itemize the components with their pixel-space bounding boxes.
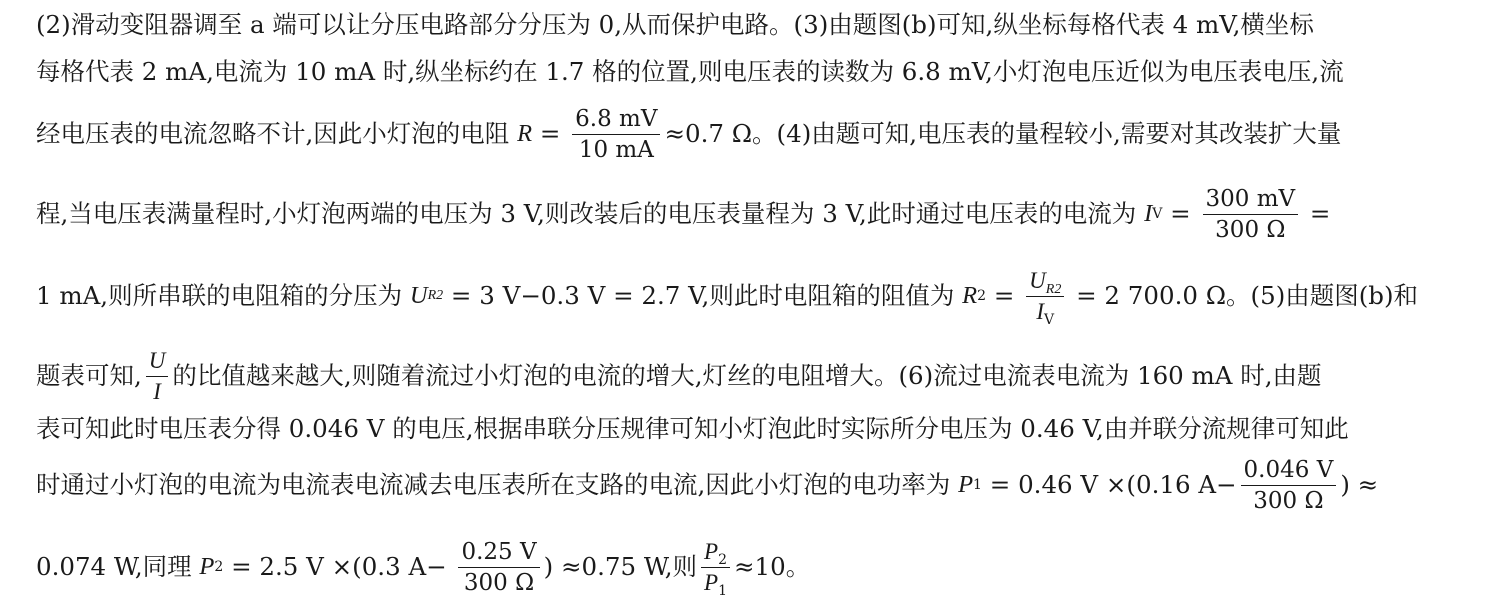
resistor-symbol: R <box>962 282 978 309</box>
fraction-numerator <box>701 538 730 568</box>
line-9-text-a: 0.074 W,同理 <box>36 552 200 581</box>
paragraph-line-7 <box>36 414 1477 444</box>
line-9-text-b: = 2.5 V ×(0.3 A− <box>223 552 455 581</box>
power-symbol: P <box>199 553 215 580</box>
line-3-text-a: 经电压表的电流忽略不计,因此小灯泡的电阻 <box>36 119 518 148</box>
fraction-numerator: 0.046 V <box>1241 456 1337 486</box>
line-9-text-d: ≈10。 <box>734 552 811 581</box>
current-correction-fraction <box>458 538 539 597</box>
power-ratio-fraction <box>701 538 730 597</box>
line-4-text-b: = <box>1302 199 1331 228</box>
fraction-numerator <box>1026 267 1064 297</box>
line-4-text-a: 程,当电压表满量程时,小灯泡两端的电压为 3 V,则改装后的电压表量程为 3 V,此时通过电压表的电流为 <box>36 199 1145 228</box>
paragraph-line-4: 程,当电压表满量程时,小灯泡两端的电压为 3 V,则改装后的电压表量程为 3 V,此时通过电压表的电流为 I V = $\frac{300 mV}{300 \Omega}$ = <box>36 185 1331 243</box>
line-5-text-b: = 3 V−0.3 V = 2.7 V,则此时电阻箱的阻值为 <box>443 281 963 310</box>
fraction-denominator: 10 mA <box>578 136 654 163</box>
line-8-text-b: = 0.46 V ×(0.16 A− <box>981 470 1237 499</box>
numerator-symbol: U <box>1029 267 1046 293</box>
numerator-symbol: P <box>704 538 719 564</box>
fraction-denominator: I <box>153 378 161 404</box>
paragraph-line-1 <box>36 10 1477 40</box>
fraction-denominator: 300 Ω <box>1253 487 1324 514</box>
equals-sign: = <box>986 281 1023 310</box>
fraction-denominator: 300 Ω <box>1215 216 1286 243</box>
line-3-text-b: ≈0.7 Ω。(4)由题可知,电压表的量程较小,需要对其改装扩大量 <box>664 119 1342 148</box>
power-symbol: P <box>958 471 974 498</box>
resistor-fraction <box>1026 267 1064 326</box>
line-7-text: 表可知此时电压表分得 0.046 V 的电压,根据串联分压规律可知小灯泡此时实际所分电压为 0.46 V,由并联分流规律可知此 <box>36 414 1349 443</box>
paragraph-line-5: 1 mA,则所串联的电阻箱的分压为 U R2 = 3 V−0.3 V = 2.7 V,则此时电阻箱的阻值为 R 2 = $\frac{U_{R2}}{I_V}$ = 2 700.0 Ω。(5)由题图(b)和 <box>36 267 1419 328</box>
line-8-text-a: 时通过小灯泡的电流为电流表电流减去电压表所在支路的电流,因此小灯泡的电功率为 <box>36 470 959 499</box>
numerator-subscript: 2 <box>718 551 728 568</box>
ratio-fraction <box>146 347 169 406</box>
fraction-denominator <box>701 568 730 597</box>
paragraph-line-6 <box>36 346 1477 406</box>
equals-sign: = <box>532 119 569 148</box>
current-symbol: I <box>1144 200 1153 227</box>
line-6-text-b: 的比值越来越大,则随着流过小灯泡的电流的增大,灯丝的电阻增大。(6)流过电流表电流为 160 mA 时,由题 <box>172 361 1322 390</box>
denominator-symbol: P <box>704 569 719 595</box>
voltage-symbol: U <box>409 282 428 309</box>
resistance-symbol: R <box>517 120 533 147</box>
line-2-text: 每格代表 2 mA,电流为 10 mA 时,纵坐标约在 1.7 格的位置,则电压表的读数为 6.8 mV,小灯泡电压近似为电压表电压,流 <box>36 57 1344 86</box>
paragraph-line-2 <box>36 57 1477 87</box>
fraction-numerator: 6.8 mV <box>572 105 660 135</box>
paragraph-line-9: 0.074 W,同理 P 2 = 2.5 V ×(0.3 A− $\frac{0.25 V}{300 \Omega}$ ) ≈0.75 W,则 $\frac{P_2}{P_1}$ ≈10。 <box>36 538 811 599</box>
numerator-subscript: R2 <box>1045 281 1062 297</box>
current-correction-fraction <box>1241 456 1337 515</box>
fraction-numerator: U <box>146 347 169 377</box>
equals-sign: = <box>1162 199 1199 228</box>
denominator-symbol: I <box>1036 298 1044 324</box>
paragraph-line-8: 时通过小灯泡的电流为电流表电流减去电压表所在支路的电流,因此小灯泡的电功率为 P 1 = 0.46 V ×(0.16 A− $\frac{0.046 V}{300 \Omega}$ ) ≈ <box>36 456 1379 514</box>
line-5-text-a: 1 mA,则所串联的电阻箱的分压为 <box>36 281 410 310</box>
line-1-text: (2)滑动变阻器调至 a 端可以让分压电路部分分压为 0,从而保护电路。(3)由题图(b)可知,纵坐标每格代表 4 mV,横坐标 <box>36 10 1314 39</box>
line-9-text-c: ) ≈0.75 W,则 <box>543 552 698 581</box>
fraction-numerator: 0.25 V <box>458 538 539 568</box>
fraction-denominator <box>1033 297 1057 326</box>
line-6-text-a: 题表可知, <box>36 361 142 390</box>
denominator-subscript: 1 <box>718 582 728 599</box>
paragraph-line-3 <box>36 104 1477 164</box>
line-8-text-c: ) ≈ <box>1340 470 1379 499</box>
resistance-fraction <box>572 105 660 164</box>
denominator-subscript: V <box>1044 311 1055 328</box>
fraction-denominator: 300 Ω <box>463 569 535 596</box>
line-5-text-c: = 2 700.0 Ω。(5)由题图(b)和 <box>1068 281 1419 310</box>
fraction-numerator: 300 mV <box>1203 185 1299 215</box>
current-fraction <box>1203 185 1299 244</box>
